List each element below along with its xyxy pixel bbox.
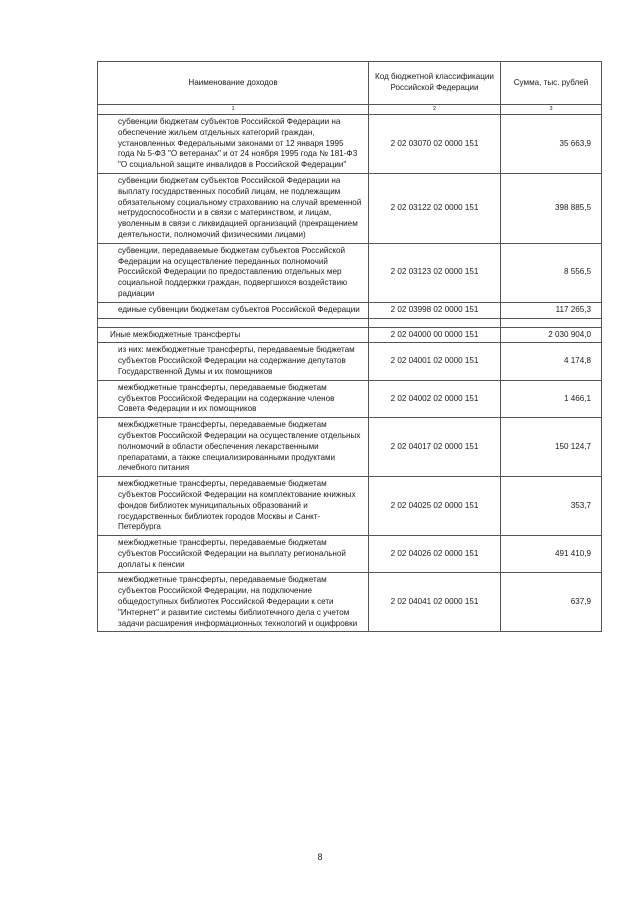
column-number-3: 3 [501,105,602,115]
sum-cell: 150 124,7 [501,418,602,477]
code-cell: 2 02 04026 02 0000 151 [369,536,501,573]
name-cell: межбюджетные трансферты, передаваемые бюджетам субъектов Российской Федерации на осуществление отдельных полномочий в области обеспечения лекарственными препаратами, а также специализированными продуктами лечебного питания [98,418,369,477]
header-row [98,62,602,105]
sum-cell: 8 556,5 [501,243,602,302]
name-cell: межбюджетные трансферты, передаваемые бюджетам субъектов Российской Федерации на комплектование книжных фондов библиотек муниципальных образований и государственных библиотек городов Москвы и Санкт-Петербурга [98,477,369,536]
sum-cell: 353,7 [501,477,602,536]
header-code: Код бюджетной классификации Российской Федерации [369,62,501,105]
table-row [98,343,602,380]
code-cell: 2 02 04017 02 0000 151 [369,418,501,477]
table-row [98,536,602,573]
spacer-cell [98,318,369,327]
table-row [98,573,602,632]
name-cell: единые субвенции бюджетам субъектов Российской Федерации [98,302,369,318]
column-number-row [98,105,602,115]
column-number-2: 2 [369,105,501,115]
header-name: Наименование доходов [98,62,369,105]
name-cell: межбюджетные трансферты, передаваемые бюджетам субъектов Российской Федерации на выплату региональной доплаты к пенсии [98,536,369,573]
name-cell: межбюджетные трансферты, передаваемые бюджетам субъектов Российской Федерации, на подключение общедоступных библиотек Российской Федерации к сети "Интернет" и развитие системы библиотечного дела с учетом задачи расширения информационных технологий и оцифровки [98,573,369,632]
sum-cell: 2 030 904,0 [501,327,602,343]
sum-cell: 637,9 [501,573,602,632]
sum-cell: 398 885,5 [501,173,602,243]
table-row [98,302,602,318]
code-cell: 2 02 03122 02 0000 151 [369,173,501,243]
name-cell: Иные межбюджетные трансферты [98,327,369,343]
table-row [98,418,602,477]
revenue-table [97,61,602,632]
sum-cell: 117 265,3 [501,302,602,318]
sum-cell: 4 174,8 [501,343,602,380]
sum-cell: 491 410,9 [501,536,602,573]
code-cell: 2 02 04000 00 0000 151 [369,327,501,343]
code-cell: 2 02 04025 02 0000 151 [369,477,501,536]
spacer-cell [369,318,501,327]
table-row [98,243,602,302]
sum-cell: 1 466,1 [501,380,602,417]
table-row [98,477,602,536]
table-row [98,115,602,174]
table-row [98,380,602,417]
table-row [98,173,602,243]
column-number-1: 1 [98,105,369,115]
page-number: 8 [317,852,323,862]
name-cell: субвенции бюджетам субъектов Российской Федерации на выплату государственных пособий лицам, не подлежащим обязательному социальному страхованию на случай временной нетрудоспособности и в связи с материнством, и лицам, уволенным в связи с ликвидацией организаций (прекращением деятельности, полномочий физическими лицами) [98,173,369,243]
code-cell: 2 02 04002 02 0000 151 [369,380,501,417]
name-cell: межбюджетные трансферты, передаваемые бюджетам субъектов Российской Федерации на содержание членов Совета Федерации и их помощников [98,380,369,417]
spacer-row [98,318,602,327]
sum-cell: 35 663,9 [501,115,602,174]
spacer-cell [501,318,602,327]
header-sum: Сумма, тыс. рублей [501,62,602,105]
name-cell: субвенции бюджетам субъектов Российской Федерации на обеспечение жильем отдельных категорий граждан, установленных Федеральными законами от 12 января 1995 года № 5-ФЗ "О ветеранах" и от 24 ноября 1995 года № 181-ФЗ "О социальной защите инвалидов в Российской Федерации" [98,115,369,174]
name-cell: из них: межбюджетные трансферты, передаваемые бюджетам субъектов Российской Федерации на содержание депутатов Государственной Думы и их помощников [98,343,369,380]
code-cell: 2 02 04041 02 0000 151 [369,573,501,632]
group-row [98,327,602,343]
name-cell: субвенции, передаваемые бюджетам субъектов Российской Федерации на осуществление переданных полномочий Российской Федерации по предоставлению отдельных мер социальной поддержки граждан, подвергшихся воздействию радиации [98,243,369,302]
code-cell: 2 02 03070 02 0000 151 [369,115,501,174]
table-body [98,115,602,632]
code-cell: 2 02 03998 02 0000 151 [369,302,501,318]
code-cell: 2 02 04001 02 0000 151 [369,343,501,380]
code-cell: 2 02 03123 02 0000 151 [369,243,501,302]
